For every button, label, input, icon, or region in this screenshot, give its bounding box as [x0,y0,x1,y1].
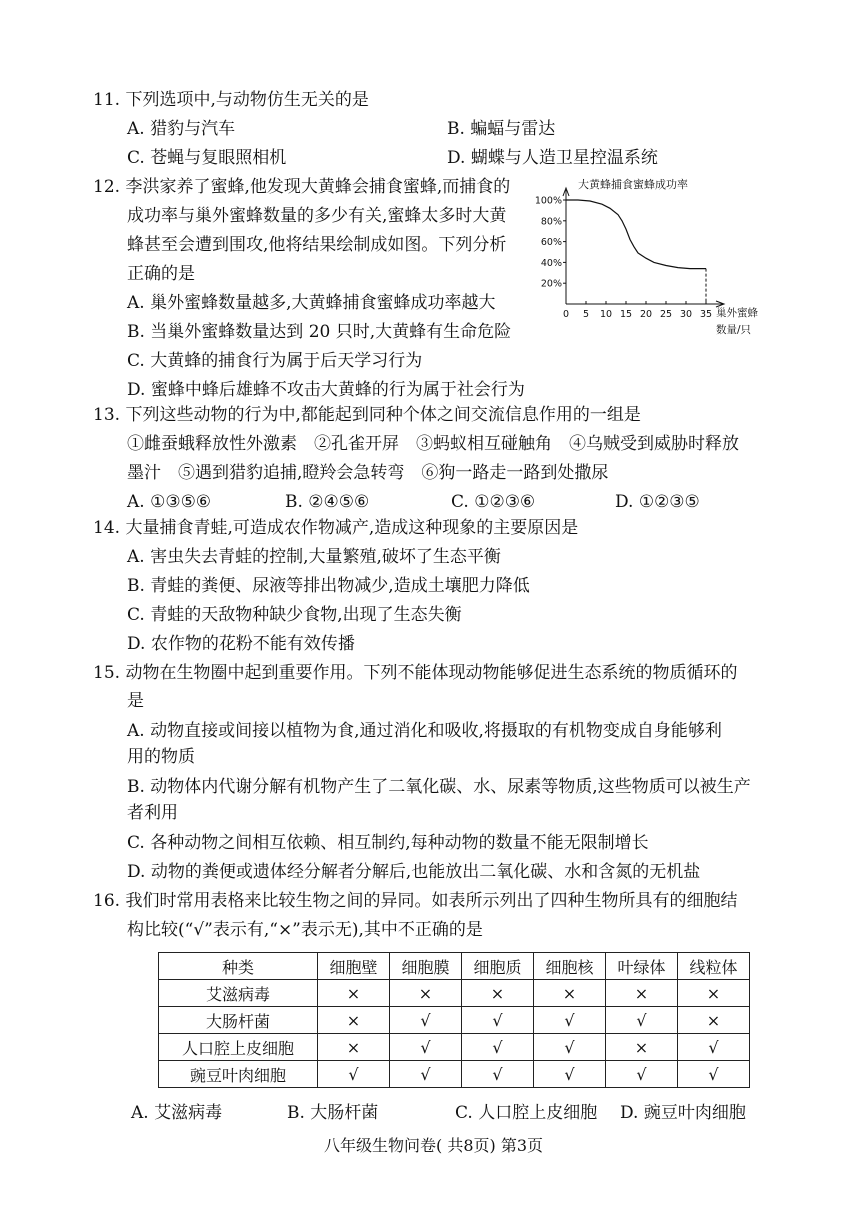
question-12-stem-line: 成功率与巢外蜜蜂数量的多少有关,蜜蜂太多时大黄 [127,206,507,226]
q13-option-a: A. ①③⑤⑥ [127,492,212,512]
q14-option-c: C. 青蛙的天敌物种缺少食物,出现了生态失衡 [127,605,462,625]
x-tick-label: 5 [582,309,590,320]
table-cell: √ [534,1034,606,1061]
table-cell: √ [462,1034,534,1061]
y-tick-label: 40% [540,257,562,269]
q11-option-a: A. 猎豹与汽车 [127,119,236,139]
question-16-stem-line2: 构比较(“√”表示有,“×”表示无),其中不正确的是 [127,920,483,940]
table-cell: √ [462,1061,534,1088]
table-row [159,1007,750,1034]
q12-option-d: D. 蜜蜂中蜂后雄蜂不攻击大黄蜂的行为属于社会行为 [127,380,525,400]
table-header-row [159,953,750,980]
page-footer: 八年级生物问卷( 共8页) 第3页 [323,1136,544,1155]
q16-option-c: C. 人口腔上皮细胞 [455,1103,598,1123]
table-cell: × [678,980,750,1007]
table-row [159,980,750,1007]
table-cell: × [678,1007,750,1034]
chart-xlabel-line1: 巢外蜜蜂 [716,307,758,319]
question-13-stem: 13. 下列这些动物的行为中,都能起到同种个体之间交流信息作用的一组是 [93,405,641,425]
chart-axes [563,188,724,307]
y-tick-label: 60% [540,237,562,249]
cell-structure-table [158,952,750,1088]
q12-option-c: C. 大黄蜂的捕食行为属于后天学习行为 [127,351,423,371]
question-12-stem-line: 12. 李洪家养了蜜蜂,他发现大黄蜂会捕食蜜蜂,而捕食的 [93,177,511,197]
chart-title: 大黄蜂捕食蜜蜂成功率 [578,178,688,191]
q13-items-line1: ①雌蚕蛾释放性外激素 ②孔雀开屏 ③蚂蚁相互碰触角 ④乌贼受到威胁时释放 [127,434,739,454]
q13-items-line2: 墨汁 ⑤遇到猎豹追捕,瞪羚会急转弯 ⑥狗一路走一路到处撒尿 [127,463,609,483]
table-cell: √ [678,1034,750,1061]
table-row [159,1034,750,1061]
table-cell: √ [390,1061,462,1088]
q11-option-b: B. 蝙蝠与雷达 [447,119,556,139]
y-tick-label: 80% [540,216,562,228]
table-cell: √ [534,1061,606,1088]
question-11-stem: 11. 下列选项中,与动物仿生无关的是 [93,90,369,110]
table-cell: √ [318,1061,390,1088]
table-cell: 豌豆叶肉细胞 [159,1061,318,1088]
success-rate-chart [530,176,770,348]
x-tick-label: 15 [619,309,633,320]
table-cell: 艾滋病毒 [159,980,318,1007]
q15-option-b-line1: B. 动物体内代谢分解有机物产生了二氧化碳、水、尿素等物质,这些物质可以被生产 [127,777,751,797]
table-header-cell: 细胞质 [462,953,534,980]
question-16-stem-line1: 16. 我们时常用表格来比较生物之间的异同。如表所示列出了四种生物所具有的细胞结 [93,891,738,911]
table-header-cell: 种类 [159,953,318,980]
q13-option-c: C. ①②③⑥ [451,492,536,512]
q15-option-a-line2: 用的物质 [127,747,195,767]
x-tick-label: 10 [599,309,613,320]
chart-xlabel-line2: 数量/只 [716,324,752,336]
table-header-cell: 叶绿体 [606,953,678,980]
question-12-stem-line: 蜂甚至会遭到围攻,他将结果绘制成如图。下列分析 [127,235,507,255]
q15-option-a-line1: A. 动物直接或间接以植物为食,通过消化和吸收,将摄取的有机物变成自身能够利 [127,721,722,741]
table-cell: √ [606,1061,678,1088]
table-cell: √ [462,1007,534,1034]
q16-option-d: D. 豌豆叶肉细胞 [620,1103,746,1123]
q14-option-a: A. 害虫失去青蛙的控制,大量繁殖,破坏了生态平衡 [127,547,501,567]
table-header-cell: 细胞膜 [390,953,462,980]
table-header-cell: 细胞壁 [318,953,390,980]
table-cell: √ [390,1034,462,1061]
x-tick-label: 35 [699,309,713,320]
q12-option-a: A. 巢外蜜蜂数量越多,大黄蜂捕食蜜蜂成功率越大 [127,293,496,313]
table-cell: × [318,980,390,1007]
q11-option-c: C. 苍蝇与复眼照相机 [127,148,287,168]
table-cell: √ [606,1007,678,1034]
q14-option-d: D. 农作物的花粉不能有效传播 [127,634,355,654]
success-rate-line [566,200,706,269]
table-cell: × [318,1007,390,1034]
chart-y-ticks [535,196,566,290]
table-cell: 人口腔上皮细胞 [159,1034,318,1061]
q16-option-b: B. 大肠杆菌 [287,1103,379,1123]
table-cell: √ [678,1061,750,1088]
q14-option-b: B. 青蛙的粪便、尿液等排出物减少,造成土壤肥力降低 [127,576,530,596]
table-cell: × [606,980,678,1007]
chart-series [566,200,706,304]
x-tick-label: 20 [639,309,653,320]
x-tick-label: 25 [659,309,673,320]
question-14-stem: 14. 大量捕食青蛙,可造成农作物减产,造成这种现象的主要原因是 [93,518,579,538]
table-cell: 大肠杆菌 [159,1007,318,1034]
question-12-stem-line: 正确的是 [127,264,195,284]
table-cell: × [462,980,534,1007]
table-cell: √ [390,1007,462,1034]
table-cell: × [390,980,462,1007]
y-tick-label: 20% [540,278,562,290]
x-tick-label: 30 [679,309,693,320]
table-header-cell: 细胞核 [534,953,606,980]
question-15-stem-line1: 15. 动物在生物圈中起到重要作用。下列不能体现动物能够促进生态系统的物质循环的 [93,663,738,683]
table-cell: √ [534,1007,606,1034]
question-15-stem-line2: 是 [127,691,144,711]
table-row [159,1061,750,1088]
q13-option-b: B. ②④⑤⑥ [285,492,370,512]
q16-option-a: A. 艾滋病毒 [131,1103,223,1123]
q11-option-d: D. 蝴蝶与人造卫星控温系统 [447,148,658,168]
table-cell: × [606,1034,678,1061]
table-header-cell: 线粒体 [678,953,750,980]
q15-option-d: D. 动物的粪便或遗体经分解者分解后,也能放出二氧化碳、水和含氮的无机盐 [127,862,701,882]
table-cell: × [318,1034,390,1061]
q12-option-b: B. 当巢外蜜蜂数量达到 20 只时,大黄蜂有生命危险 [127,322,512,342]
q13-option-d: D. ①②③⑤ [615,492,700,512]
q15-option-b-line2: 者利用 [127,803,178,823]
table-cell: × [534,980,606,1007]
q15-option-c: C. 各种动物之间相互依赖、相互制约,每种动物的数量不能无限制增长 [127,833,649,853]
x-tick-label: 0 [562,309,570,320]
y-tick-label: 100% [534,195,562,207]
